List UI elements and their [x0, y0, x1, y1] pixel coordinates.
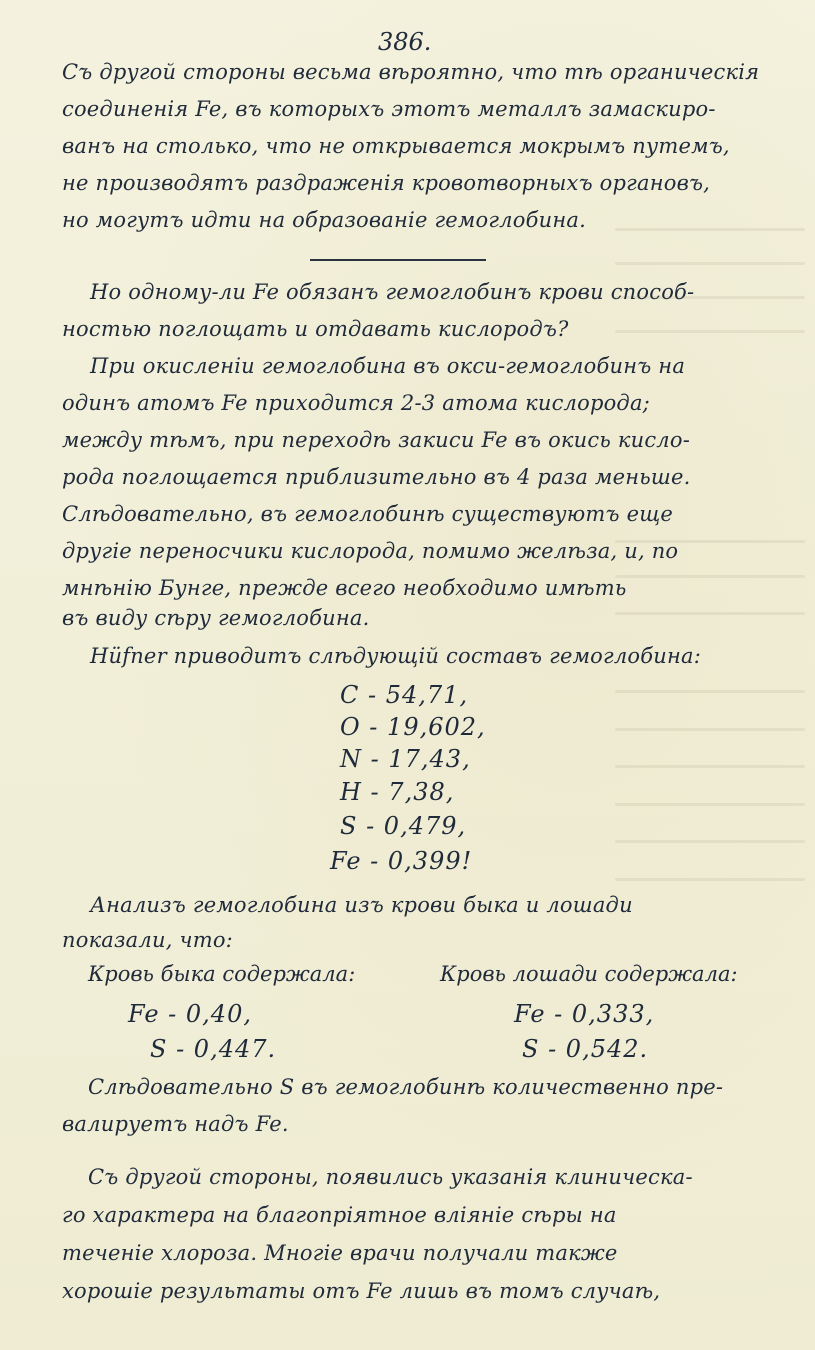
para3-line-2: показали, что:: [62, 928, 233, 952]
composition-sulfur: S - 0,479,: [340, 812, 467, 840]
composition-hydrogen: H - 7,38,: [340, 778, 455, 806]
para2-line-6: рода поглощается приблизительно въ 4 раза меньше.: [62, 465, 691, 489]
composition-nitrogen: N - 17,43,: [340, 745, 471, 773]
para1-line-3: ванъ на столько, что не открывается мокрымъ путемъ,: [62, 134, 730, 158]
para4-line-2: валируетъ надъ Fe.: [62, 1112, 289, 1136]
para5-line-2: го характера на благопріятное вліяніе сѣры на: [62, 1203, 617, 1227]
section-divider: [310, 259, 486, 261]
horse-blood-header: Кровь лошади содержала:: [440, 962, 738, 986]
para1-line-4: не производятъ раздраженія кровотворныхъ органовъ,: [62, 171, 711, 195]
bleed-through-text: [585, 0, 815, 1350]
para3-line-1: Анализъ гемоглобина изъ крови быка и лошади: [90, 893, 633, 917]
horse-iron-value: Fe - 0,333,: [514, 1000, 655, 1028]
ox-iron-value: Fe - 0,40,: [128, 1000, 252, 1028]
composition-iron: Fe - 0,399!: [330, 847, 473, 875]
para2-line-4: одинъ атомъ Fe приходится 2-3 атома кислорода;: [62, 391, 650, 415]
para2-line-10: въ виду сѣру гемоглобина.: [62, 606, 370, 630]
para5-line-4: хорошіе результаты отъ Fe лишь въ томъ случаѣ,: [62, 1279, 661, 1303]
para1-line-2: соединенія Fe, въ которыхъ этотъ металлъ замаскиро-: [62, 97, 716, 121]
ox-blood-header: Кровь быка содержала:: [88, 962, 356, 986]
para2-line-1: Но одному-ли Fe обязанъ гемоглобинъ крови способ-: [90, 280, 695, 304]
ox-sulfur-value: S - 0,447.: [150, 1035, 277, 1063]
para2-line-9: мнѣнію Бунге, прежде всего необходимо имѣть: [62, 576, 627, 600]
para5-line-1: Съ другой стороны, появились указанія клиническа-: [88, 1165, 693, 1189]
page-number: 386.: [378, 28, 432, 56]
para2-line-2: ностью поглощать и отдавать кислородъ?: [62, 317, 569, 341]
composition-oxygen: O - 19,602,: [340, 713, 486, 741]
horse-sulfur-value: S - 0,542.: [522, 1035, 649, 1063]
para4-line-1: Слѣдовательно S въ гемоглобинѣ количественно пре-: [88, 1075, 724, 1099]
para5-line-3: теченіе хлороза. Многіе врачи получали также: [62, 1241, 618, 1265]
para2-line-3: При окисленіи гемоглобина въ окси-гемоглобинъ на: [90, 354, 686, 378]
para2-line-7: Слѣдовательно, въ гемоглобинѣ существуютъ еще: [62, 502, 674, 526]
composition-carbon: C - 54,71,: [340, 681, 469, 709]
para2-line-5: между тѣмъ, при переходѣ закиси Fe въ окись кисло-: [62, 428, 691, 452]
para1-line-5: но могутъ идти на образованіе гемоглобина.: [62, 208, 586, 232]
para1-line-1: Съ другой стороны весьма вѣроятно, что тѣ органическія: [62, 60, 760, 84]
para2-line-11: Hüfner приводитъ слѣдующій составъ гемоглобина:: [90, 644, 702, 668]
para2-line-8: другіе переносчики кислорода, помимо желѣза, и, по: [62, 539, 679, 563]
